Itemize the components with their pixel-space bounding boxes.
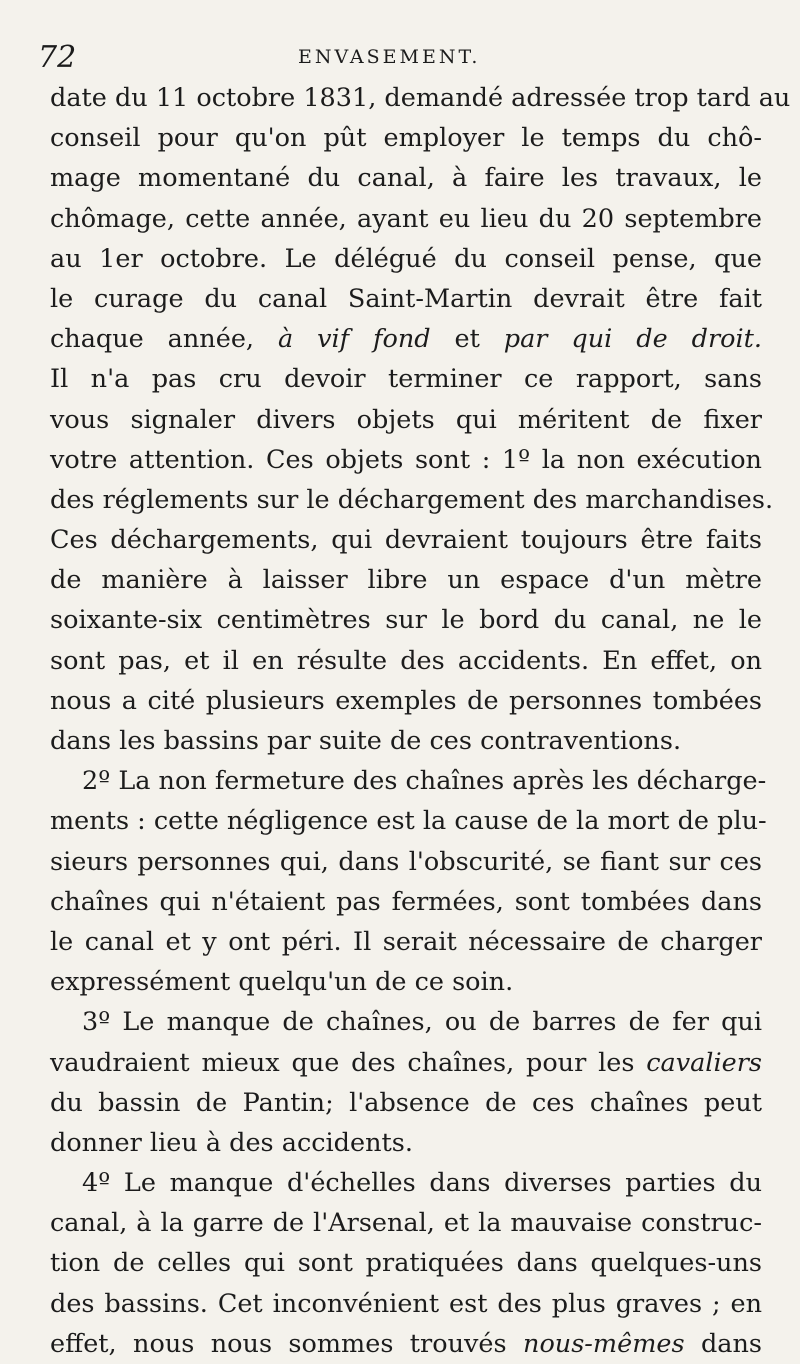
text-line [50,359,762,399]
body-text [50,78,791,1364]
text-line [50,1002,762,1042]
text-line [50,199,762,239]
text-segment: dans [684,1328,762,1359]
text-segment: votre attention. Ces objets sont : 1º la non exécution [50,444,762,475]
text-line [50,641,762,681]
italic-text: nous-mêmes [523,1328,685,1359]
text-segment: de manière à laisser libre un espace d'un mètre [50,565,762,596]
text-segment: et [430,324,504,355]
text-segment: chômage, cette année, ayant eu lieu du 20 septembre [50,203,762,234]
text-line [50,600,762,640]
italic-text: à vif fond [277,324,431,355]
text-line [50,158,762,198]
text-line [50,761,767,801]
text-segment: ments : cette négligence est la cause de la mort de plu- [50,806,767,837]
text-line [50,118,762,158]
text-line [50,1203,762,1243]
text-line [50,882,762,922]
text-line [50,1243,762,1283]
text-line [50,681,762,721]
text-segment: expressément quelqu'un de ce soin. [50,967,514,998]
text-segment: 3º Le manque de chaînes, ou de barres de fer qui [82,1007,762,1038]
text-segment: vaudraient mieux que des chaînes, pour les [50,1047,647,1078]
text-segment: effet, nous nous sommes trouvés [50,1328,524,1359]
text-line [50,801,767,841]
italic-text: par qui de droit. [503,324,762,355]
text-line [50,520,762,560]
page-number: 72 [38,40,77,75]
text-line [50,922,762,962]
text-segment: chaînes qui n'étaient pas fermées, sont tombées dans [50,886,762,917]
text-segment: soixante-six centimètres sur le bord du canal, ne le [50,605,762,636]
text-line [50,1043,762,1083]
text-segment: donner lieu à des accidents. [50,1127,413,1158]
text-segment: sieurs personnes qui, dans l'obscurité, se fiant sur ces [50,846,762,877]
text-segment: vous signaler divers objets qui méritent de fixer [50,404,762,435]
text-segment: le curage du canal Saint-Martin devrait être fait [50,283,762,314]
text-segment: canal, à la garre de l'Arsenal, et la mauvaise construc- [50,1208,762,1239]
text-segment: le canal et y ont péri. Il serait nécessaire de charger [50,926,762,957]
text-segment: Ces déchargements, qui devraient toujours être faits [50,525,762,556]
text-line [50,842,762,882]
text-line [50,239,762,279]
text-line [50,400,762,440]
text-segment: des bassins. Cet inconvénient est des plus graves ; en [50,1288,762,1319]
text-segment: 4º Le manque d'échelles dans diverses parties du [82,1168,762,1199]
text-segment: du bassin de Pantin; l'absence de ces chaînes peut [50,1087,762,1118]
page-header [38,40,762,80]
text-segment: nous a cité plusieurs exemples de personnes tombées [50,685,762,716]
text-segment: tion de celles qui sont pratiquées dans quelques-uns [50,1248,762,1279]
text-segment: conseil pour qu'on pût employer le temps du chô- [50,123,762,154]
text-segment: mage momentané du canal, à faire les travaux, le [50,163,762,194]
text-line [50,1163,762,1203]
text-segment: dans les bassins par suite de ces contraventions. [50,726,682,756]
text-line [50,440,762,480]
text-line [50,1083,762,1123]
italic-text: cavaliers [646,1047,762,1078]
text-segment: au 1er octobre. Le délégué du conseil pense, que [50,243,762,274]
text-line [50,78,791,118]
text-segment: des réglements sur le déchargement des marchandises. [50,484,774,515]
text-line [50,279,762,319]
text-line [50,962,762,1002]
running-head: ENVASEMENT. [298,46,481,68]
text-segment: Il n'a pas cru devoir terminer ce rapport, sans [50,364,762,395]
text-line [50,1123,762,1163]
text-segment: sont pas, et il en résulte des accidents. En effet, on [50,645,762,676]
text-line [50,721,762,761]
text-line [50,1284,762,1324]
text-segment: chaque année, [50,324,278,355]
text-line [50,480,774,520]
text-segment: date du 11 octobre 1831, demandé adressée trop tard au [50,83,791,113]
text-line [50,1324,762,1364]
text-line [50,319,762,359]
text-line [50,560,762,600]
text-segment: 2º La non fermeture des chaînes après les décharge- [82,766,767,797]
